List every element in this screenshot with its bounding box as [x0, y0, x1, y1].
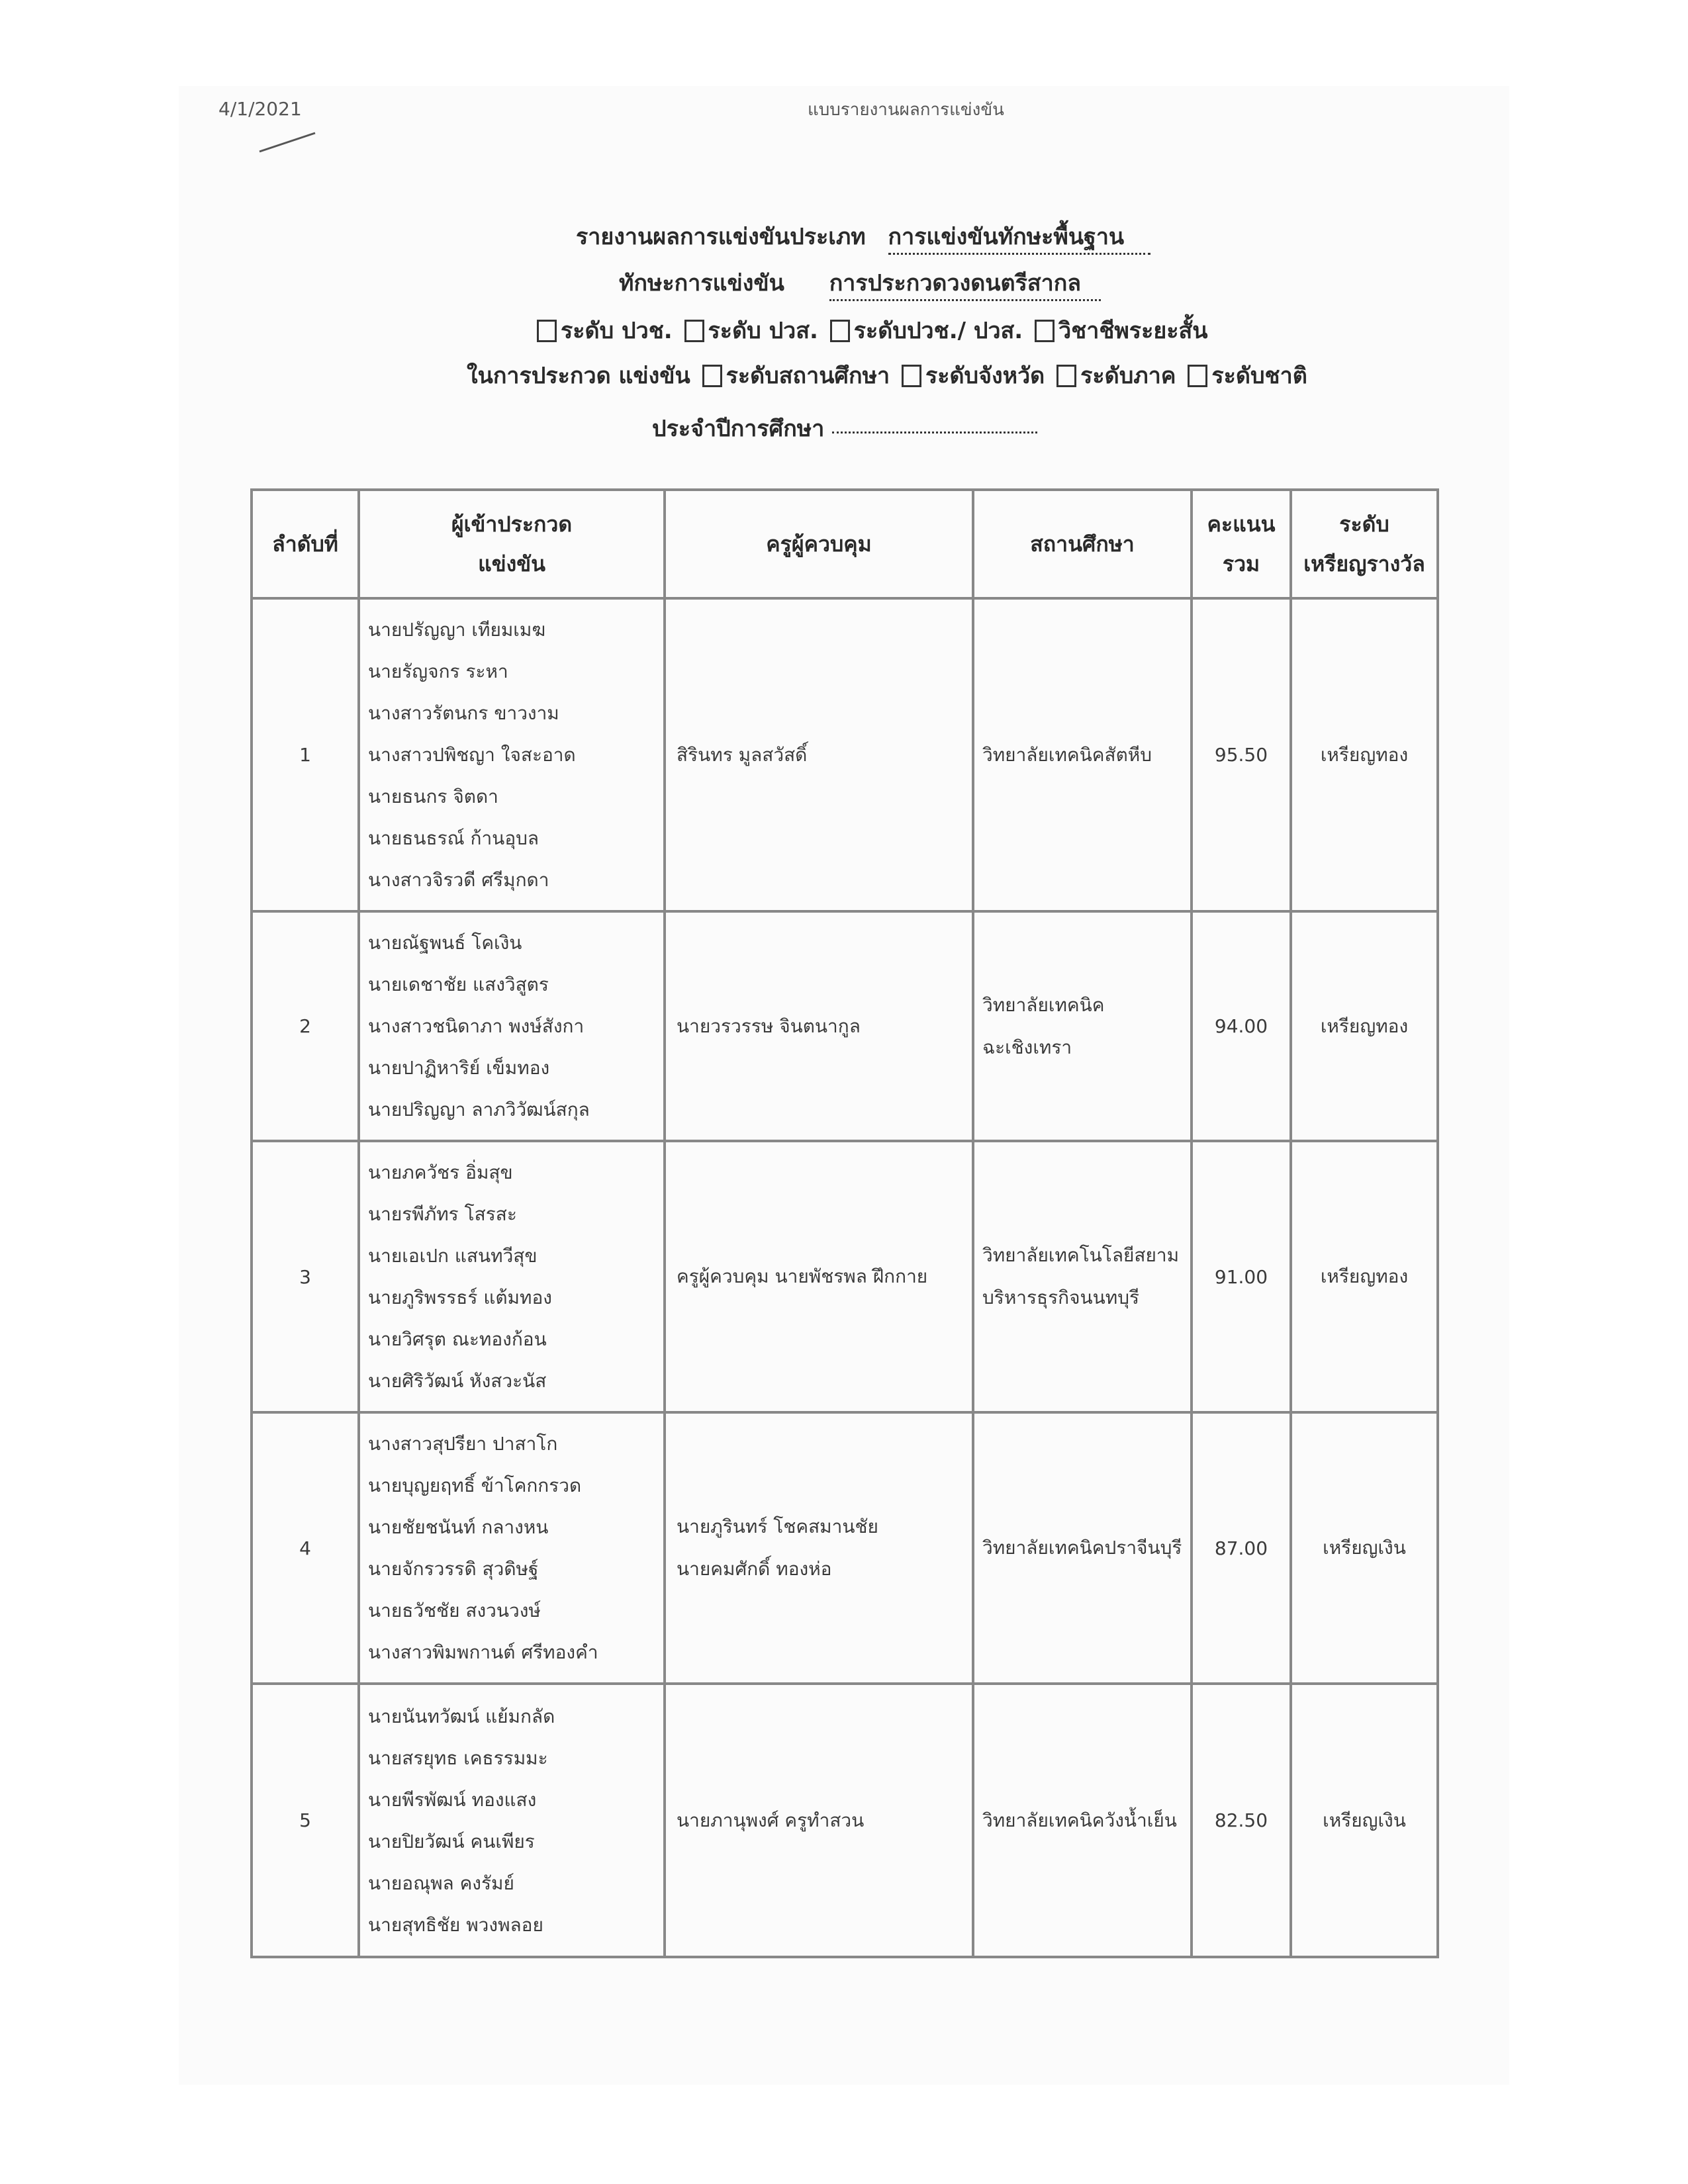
participant-name: นายณัฐพนธ์ โคเงิน — [368, 932, 522, 954]
teacher-cell — [665, 1684, 973, 1957]
participant-name: นายเดชาชัย แสงวิสูตร — [368, 974, 549, 995]
table-row — [252, 1412, 1438, 1684]
header-participants: ผู้เข้าประกวด แข่งขัน — [359, 490, 665, 598]
results-table — [250, 488, 1439, 1958]
checkbox-scope-institution[interactable] — [702, 365, 722, 387]
school-name: วิทยาลัยเทคนิควังน้ำเย็น — [982, 1809, 1177, 1831]
participants-cell — [359, 1412, 665, 1684]
teacher-cell — [665, 1141, 973, 1412]
medal-cell: เหรียญเงิน — [1291, 1684, 1438, 1957]
participant-name: นายพีรพัฒน์ ทองแสง — [368, 1788, 537, 1811]
table-row — [252, 1141, 1438, 1412]
score-cell: 95.50 — [1192, 598, 1291, 911]
print-header-title: แบบรายงานผลการแข่งขัน — [808, 100, 1004, 120]
level-option-label: ระดับ ปวช. — [561, 318, 673, 344]
teacher-cell — [665, 1412, 973, 1684]
table-header-row — [252, 490, 1438, 598]
participant-name: นายศิริวัฒน์ หังสวะนัส — [368, 1370, 547, 1392]
school-name: บริหารธุรกิจนนทบุรี — [982, 1287, 1140, 1308]
header-teacher: ครูผู้ควบคุม — [665, 490, 973, 598]
table-row — [252, 911, 1438, 1141]
medal-cell: เหรียญทอง — [1291, 598, 1438, 911]
school-name: ฉะเชิงเทรา — [982, 1036, 1072, 1058]
competition-type-label: รายงานผลการแข่งขันประเภท — [576, 224, 866, 250]
header-school: สถานศึกษา — [973, 490, 1192, 598]
participant-name: นายอณุพล คงรัมย์ — [368, 1872, 514, 1894]
competition-skill-value: การประกวดวงดนตรีสากล — [829, 270, 1101, 301]
school-name: วิทยาลัยเทคโนโลยีสยาม — [982, 1244, 1180, 1266]
participant-name: นายเอเปก แสนทวีสุข — [368, 1245, 538, 1267]
table-row — [252, 1684, 1438, 1957]
checkbox-level-both[interactable] — [830, 320, 850, 342]
row-number: 2 — [252, 911, 359, 1141]
score-cell: 87.00 — [1192, 1412, 1291, 1684]
checkbox-scope-region[interactable] — [1056, 365, 1076, 387]
school-cell — [973, 911, 1192, 1141]
teacher-name: นายภูรินทร์ โชคสมานชัย — [677, 1516, 878, 1537]
participant-name: นางสาวพิมพกานต์ ศรีทองคำ — [368, 1641, 598, 1663]
level-option-label: วิชาชีพระยะสั้น — [1058, 318, 1208, 344]
header-no: ลำดับที่ — [252, 490, 359, 598]
academic-year-label: ประจำปีการศึกษา — [652, 416, 825, 442]
school-name: วิทยาลัยเทคนิคสัตหีบ — [982, 743, 1152, 766]
score-cell: 94.00 — [1192, 911, 1291, 1141]
level-options-line — [533, 312, 1208, 348]
teacher-name: นายวรวรรษ จินตนากูล — [677, 1015, 861, 1037]
participant-name: นายปิยวัฒน์ คนเพียร — [368, 1830, 535, 1852]
participant-name: นายธนธรณ์ ก้านอุบล — [368, 827, 539, 849]
school-cell — [973, 1412, 1192, 1684]
results-body — [252, 598, 1438, 1957]
participant-name: นางสาวจิรวดี ศรีมุกดา — [368, 869, 549, 891]
medal-cell: เหรียญทอง — [1291, 911, 1438, 1141]
scope-option-label: ระดับสถานศึกษา — [726, 363, 890, 389]
row-number: 4 — [252, 1412, 359, 1684]
checkbox-scope-national[interactable] — [1188, 365, 1207, 387]
scope-options-line — [467, 357, 1307, 393]
participant-name: นายปาฏิหาริย์ เข็มทอง — [368, 1057, 550, 1079]
scope-label: ในการประกวด แข่งขัน — [467, 363, 690, 389]
scope-option-label: ระดับชาติ — [1211, 363, 1307, 389]
teacher-name: นายภานุพงศ์ ครูทำสวน — [677, 1809, 865, 1831]
school-name: วิทยาลัยเทคนิคปราจีนบุรี — [982, 1537, 1182, 1559]
participant-name: นายจักรวรรดิ สุวดิษฐ์ — [368, 1558, 539, 1580]
scope-option-label: ระดับจังหวัด — [925, 363, 1045, 389]
participant-name: นายนันทวัฒน์ แย้มกลัด — [368, 1705, 555, 1727]
competition-skill-line — [619, 265, 1101, 300]
pen-mark-icon — [258, 129, 318, 156]
row-number: 1 — [252, 598, 359, 911]
participant-name: นายสุทธิชัย พวงพลอย — [368, 1913, 543, 1936]
school-cell — [973, 1141, 1192, 1412]
school-cell — [973, 1684, 1192, 1957]
participant-name: นางสาวปพิชญา ใจสะอาด — [368, 744, 576, 766]
participant-name: นางสาวชนิดาภา พงษ์สังกา — [368, 1015, 585, 1037]
medal-cell: เหรียญทอง — [1291, 1141, 1438, 1412]
score-cell: 91.00 — [1192, 1141, 1291, 1412]
participants-cell — [359, 598, 665, 911]
medal-cell: เหรียญเงิน — [1291, 1412, 1438, 1684]
teacher-name: ครูผู้ควบคุม นายพัชรพล ฝึกกาย — [677, 1265, 928, 1287]
header-medal: ระดับ เหรียญรางวัล — [1291, 490, 1438, 598]
participants-cell — [359, 1141, 665, 1412]
participant-name: นายปรัญญา เทียมเมฆ — [368, 619, 546, 641]
competition-skill-label: ทักษะการแข่งขัน — [619, 270, 784, 296]
row-number: 5 — [252, 1684, 359, 1957]
print-date: 4/1/2021 — [218, 98, 302, 120]
participant-name: นายภควัชร อิ่มสุข — [368, 1161, 513, 1183]
scope-option-label: ระดับภาค — [1080, 363, 1176, 389]
level-option-label: ระดับปวช./ ปวส. — [853, 318, 1023, 344]
teacher-name: นายคมศักดิ์ ทองห่อ — [677, 1558, 832, 1580]
score-cell: 82.50 — [1192, 1684, 1291, 1957]
academic-year-line — [652, 410, 1037, 446]
checkbox-level-high-vocational[interactable] — [684, 320, 704, 342]
teacher-cell — [665, 598, 973, 911]
participant-name: นายรัญจกร ระหา — [368, 660, 508, 682]
participant-name: นายรพีภัทร โสรสะ — [368, 1203, 517, 1225]
participant-name: นายวิศรุต ณะทองก้อน — [368, 1328, 547, 1350]
participant-name: นายบุญยฤทธิ์ ข้าโคกกรวด — [368, 1475, 582, 1496]
participants-cell — [359, 911, 665, 1141]
table-row — [252, 598, 1438, 911]
teacher-cell — [665, 911, 973, 1141]
participant-name: นางสาวสุปรียา ปาสาโก — [368, 1433, 558, 1455]
header-score: คะแนน รวม — [1192, 490, 1291, 598]
competition-type-value: การแข่งขันทักษะพื้นฐาน — [888, 224, 1151, 255]
participant-name: นายธนกร จิตดา — [368, 786, 498, 807]
participant-name: นางสาวรัตนกร ขาวงาม — [368, 702, 559, 724]
checkbox-level-short-course[interactable] — [1035, 320, 1055, 342]
level-option-label: ระดับ ปวส. — [708, 318, 818, 344]
participant-name: นายปริญญา ลาภวิวัฒน์สกุล — [368, 1099, 590, 1120]
checkbox-scope-province[interactable] — [902, 365, 921, 387]
participants-cell — [359, 1684, 665, 1957]
academic-year-blank — [832, 432, 1037, 433]
participant-name: นายชัยชนันท์ กลางหน — [368, 1516, 549, 1538]
school-name: วิทยาลัยเทคนิค — [982, 993, 1105, 1016]
checkbox-level-vocational-cert[interactable] — [537, 320, 557, 342]
participant-name: นายภูริพรรธร์ แต้มทอง — [368, 1287, 552, 1308]
participant-name: นายสรยุทธ เคธรรมมะ — [368, 1747, 548, 1769]
participant-name: นายธวัชชัย สงวนวงษ์ — [368, 1600, 541, 1621]
school-cell — [973, 598, 1192, 911]
competition-type-line — [576, 218, 1150, 254]
row-number: 3 — [252, 1141, 359, 1412]
teacher-name: สิรินทร มูลสวัสดิ์ — [677, 743, 808, 766]
